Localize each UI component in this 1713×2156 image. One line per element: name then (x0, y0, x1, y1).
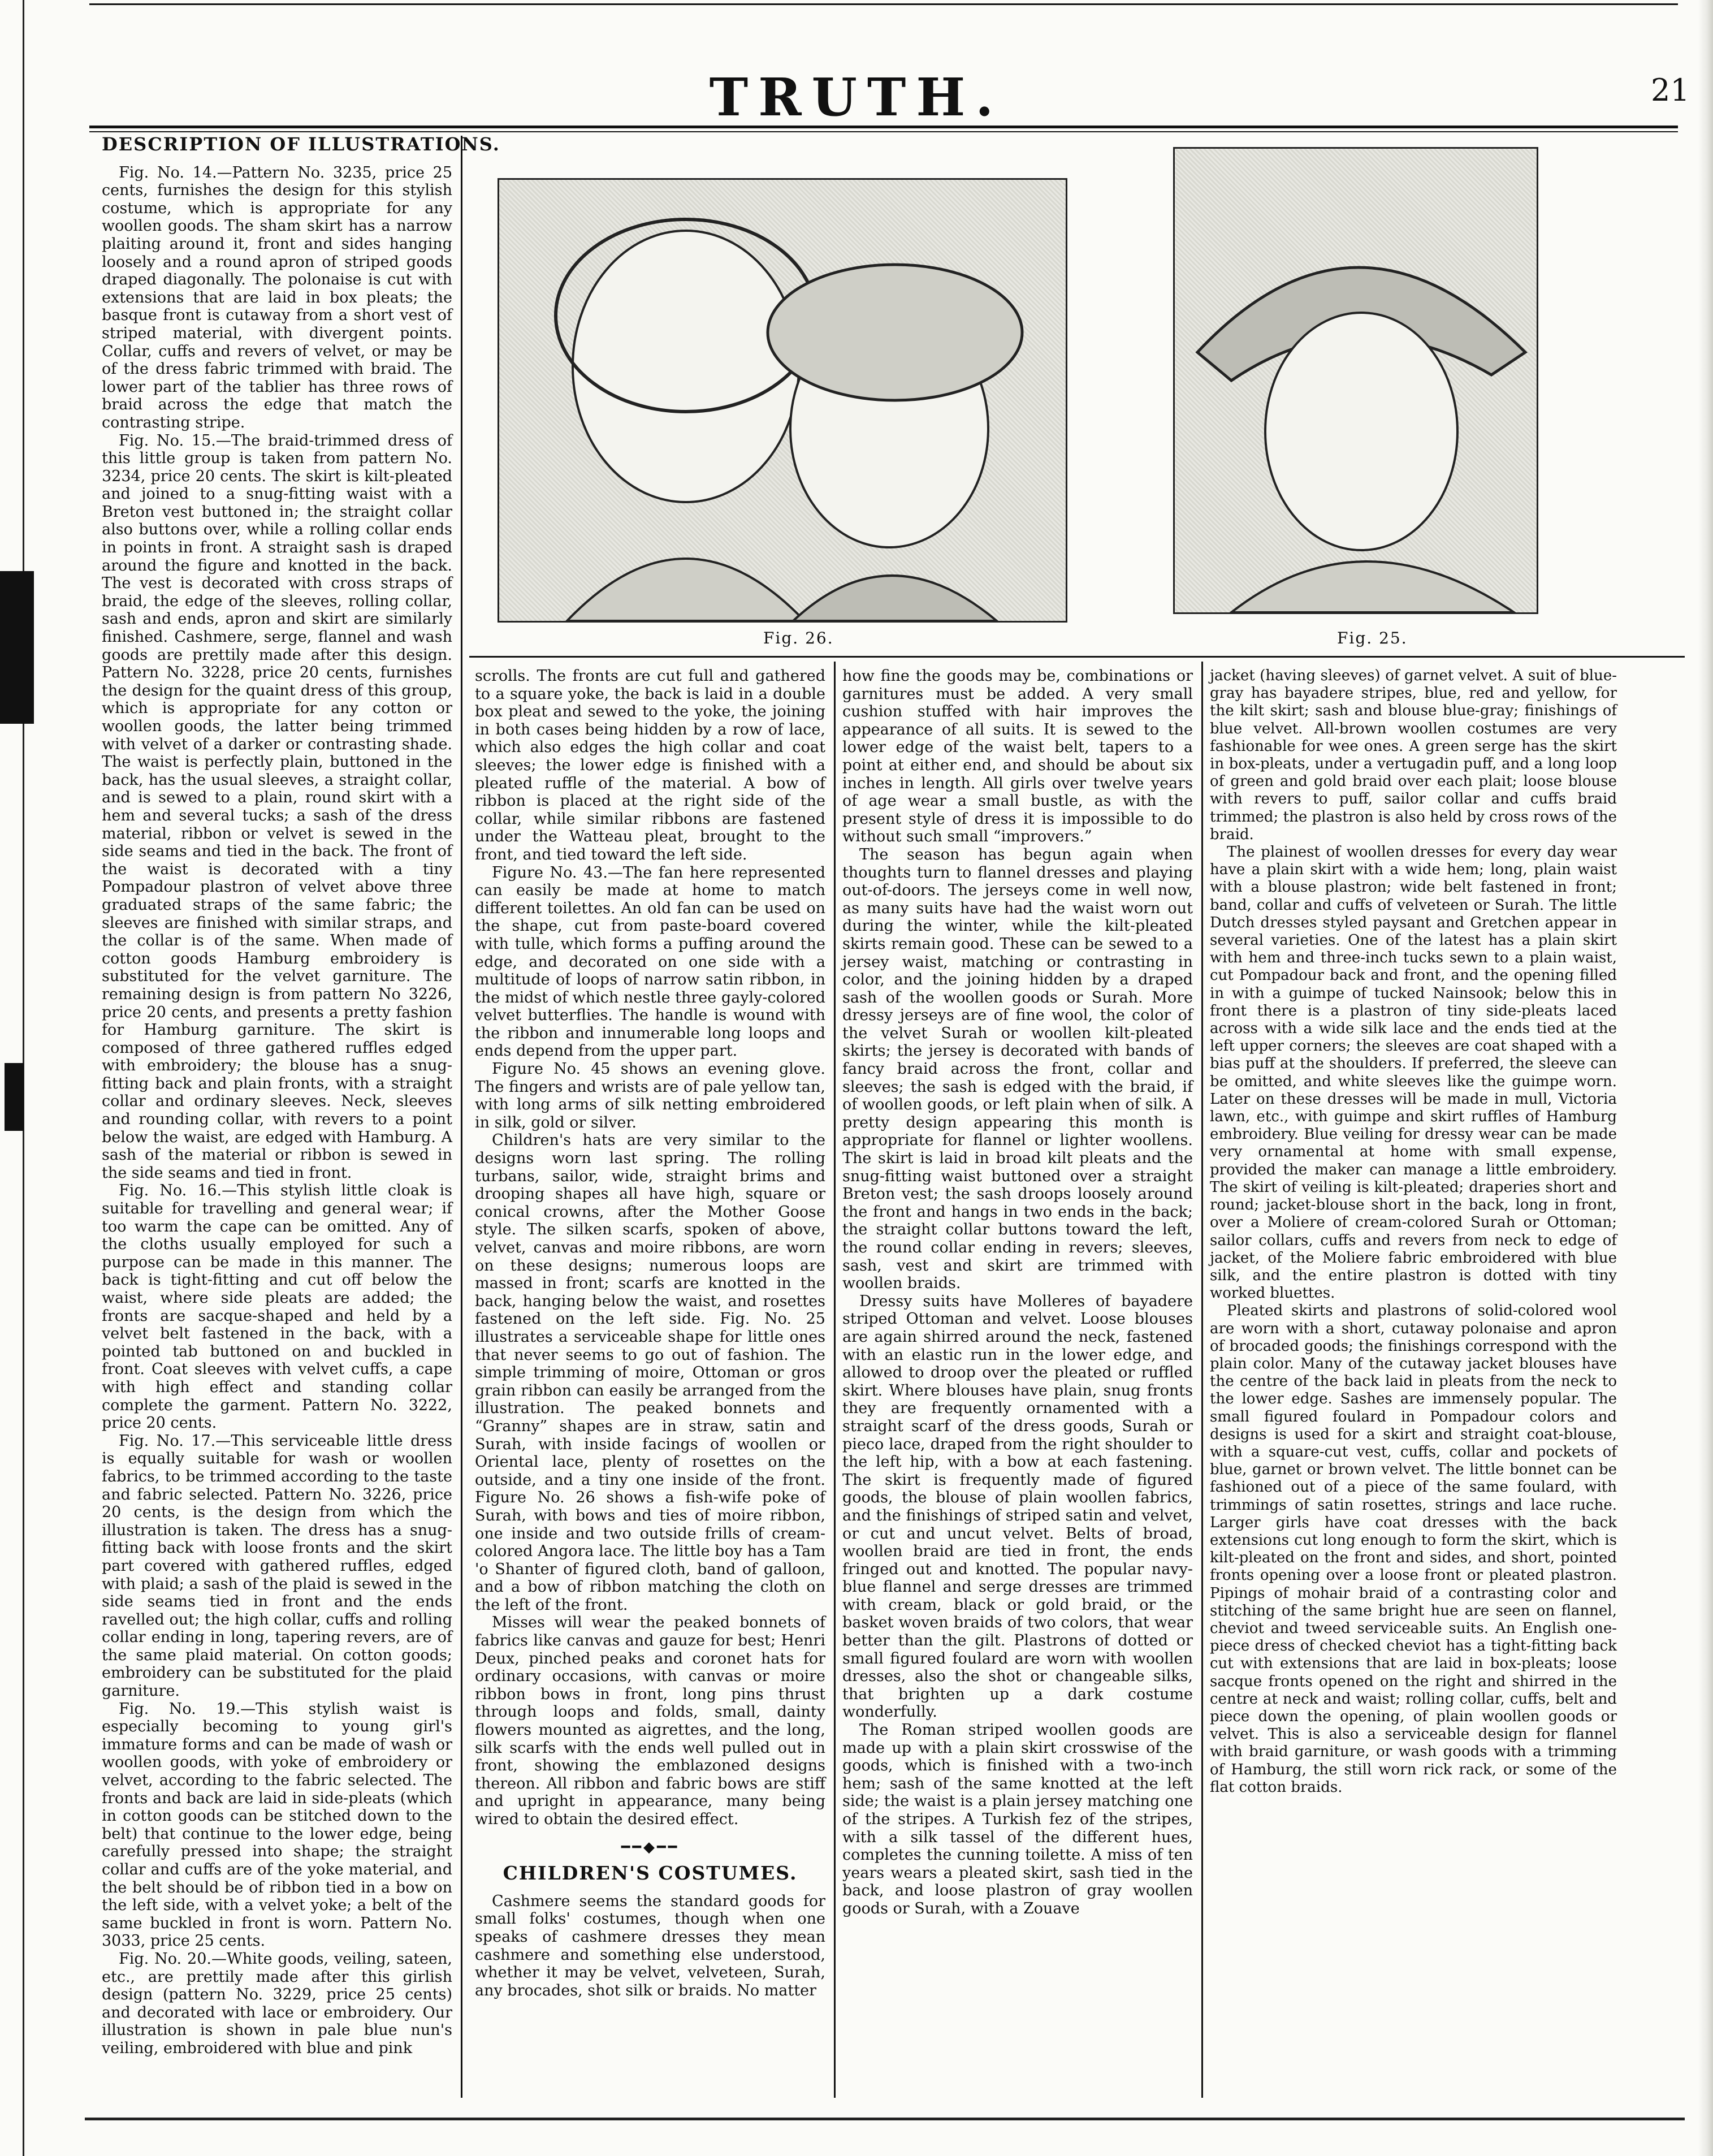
binding-mark-bottom (5, 1063, 24, 1131)
column-4 (1210, 667, 1617, 2092)
illustration-fig-26 (498, 178, 1067, 623)
paragraph-fig-14: Fig. No. 14.—Pattern No. 3235, price 25 cents, furnishes the design for this stylish costume, which is appropriate for any woollen goods. The sham skirt has a narrow plaiting around it, front and sides hanging loosely and a round apron of striped goods draped diagonally. The polonaise is cut with extensions that are laid in box pleats; the basque front is cutaway from a short vest of striped material, with divergent points. Collar, cuffs and revers of velvet, or may be of the dress fabric trimmed with braid. The lower part of the tablier has three rows of braid across the edge that match the contrasting stripe. (102, 163, 452, 431)
paragraph-cashmere: Cashmere seems the standard goods for small folks' costumes, though when one speaks of cashmere dresses they mean cashmere and something else understood, whether it may be velvet, velveteen, Surah, any brocades, shot silk or braids. No matter (475, 1892, 825, 1999)
binding-mark-top (0, 571, 34, 724)
masthead-title: TRUTH. (709, 67, 1004, 128)
section-heading-illustrations: DESCRIPTION OF ILLUSTRATIONS. (102, 133, 500, 155)
masthead-rule-bottom (89, 126, 1678, 128)
illustration-fig-25 (1173, 147, 1538, 614)
masthead-rule-bottom-thin (89, 131, 1678, 132)
column-rule-1 (461, 136, 462, 2098)
paragraph-fig-20: Fig. No. 20.—White goods, veiling, sateen, etc., are prettily made after this girlish design (pattern No. 3229, price 25 cents) and decorated with lace or embroidery. Our illustration is shown in pale blue nun's veiling, embroidered with blue and pink (102, 1950, 452, 2057)
paragraph-zouave-jacket: jacket (having sleeves) of garnet velvet. A suit of blue-gray has bayadere stripes, blue, red and yellow, for the kilt skirt; sash and blouse blue-gray; finishings of blue velvet. All-brown woollen costumes are very fashionable for wee ones. A green serge has the skirt in box-pleats, under a vertugadin puff, and a long loop of green and gold braid over each plait; loose blouse with revers to puff, sailor collar and cuffs braid trimmed; the plastron is also held by cross rows of the braid. (1210, 667, 1617, 843)
paragraph-fig-15: Fig. No. 15.—The braid-trimmed dress of this little group is taken from pattern No. 3234, price 20 cents. The skirt is kilt-pleated and joined to a snug-fitting waist with a Breton vest buttoned in; the straight collar also buttons over, while a rolling collar ends in points in front. A straight sash is draped around the figure and knotted in the back. The vest is decorated with cross straps of braid, the edge of the sleeves, rolling collar, sash and ends, apron and skirt are similarly finished. Cashmere, serge, flannel and wash goods are prettily made after this design. Pattern No. 3228, price 20 cents, furnishes the design for the quaint dress of this group, which is appropriate for any cotton or woollen goods, the latter being trimmed with velvet of a darker or contrasting shade. The waist is perfectly plain, buttoned in the back, has the usual sleeves, a straight collar, and is sewed to a plain, round skirt with a hem and several tucks; a sash of the dress material, ribbon or velvet is sewed in the side seams and tied in the back. The front of the waist is decorated with a tiny Pompadour plastron of velvet above three graduated straps of the same fabric; the sleeves are finished with similar straps, and the collar is of the same. When made of cotton goods Hamburg embroidery is substituted for the velvet garniture. The remaining design is from pattern No 3226, price 20 cents, and presents a pretty fashion for Hamburg garniture. The skirt is composed of three gathered ruffles edged with embroidery; the blouse has a snug-fitting back and plain fronts, with a straight collar and ordinary sleeves. Neck, sleeves and rounding collar, with revers to a point below the waist, are edged with Hamburg. A sash of the material or ribbon is sewed in the side seams and tied in front. (102, 431, 452, 1182)
fig-25-engraving (1175, 149, 1537, 612)
page-edge (1698, 0, 1713, 2156)
section-heading-childrens-costumes: CHILDREN'S COSTUMES. (503, 1862, 798, 1885)
illustration-rule (469, 656, 1685, 658)
column-rule-3 (1201, 662, 1203, 2098)
paragraph-plainest-dresses: The plainest of woollen dresses for every day wear have a plain skirt with a wide hem; long, plain waist with a blouse plastron; wide belt fastened in front; band, collar and cuffs of velveteen or Surah. The little Dutch dresses styled paysant and Gretchen appear in several varieties. One of the latest has a plain skirt with hem and three-inch tucks sewn to a plain waist, cut Pompadour back and front, and the opening filled in with a guimpe of tucked Nainsook; below this in front there is a plastron of tiny side-pleats laced across with a wide silk lace and the ends tied at the left upper corners; the sleeves are coat shaped with a bias puff at the shoulders. If preferred, the sleeve can be omitted, and white sleeves like the guimpe worn. Later on these dresses will be made in mull, Victoria lawn, etc., with guimpe and skirt ruffles of Hamburg embroidery. Blue veiling for dressy wear can be made very ornamental at home with small expense, provided the maker can manage a little embroidery. The skirt of veiling is kilt-pleated; draperies short and round; jacket-blouse short in the back, long in front, over a Moliere of cream-colored Surah or Ottoman; sailor collars, cuffs and revers from neck to edge of jacket, of the Moliere fabric embroidered with blue silk, and the entire plastron is dotted with tiny worked bluettes. (1210, 844, 1617, 1302)
fig-25-caption: Fig. 25. (1337, 629, 1408, 647)
paragraph-roman-striped: The Roman striped woollen goods are made up with a plain skirt crosswise of the goods, which is finished with a two-inch hem; sash of the same knotted at the left side; the waist is a plain jersey matching one of the stripes. A Turkish fez of the stripes, with a silk tassel of the different hues, completes the cunning toilette. A miss of ten years wears a pleated skirt, sash tied in the back, and loose plastron of gray woollen goods or Surah, with a Zouave (842, 1721, 1193, 1917)
fig-26-caption: Fig. 26. (763, 629, 834, 647)
fig-26-engraving (499, 180, 1066, 621)
column-1 (102, 133, 500, 2092)
paragraph-flannel-dresses: The season has begun again when thoughts turn to flannel dresses and playing out-of-doors. The jerseys come in well now, as many suits have had the waist worn out during the winter, while the kilt-pleated skirts remain good. These can be sewed to a jersey waist, matching or contrasting in color, and the joining hidden by a draped sash of the woollen goods or Surah. More dressy jerseys are of fine wool, the color of the velvet Surah or woollen kilt-pleated skirts; the jersey is decorated with bands of fancy braid across the front, collar and sleeves; the sash is edged with the braid, if of woollen goods, or left plain when of silk. A pretty design appearing this month is appropriate for flannel or lighter woollens. The skirt is laid in broad kilt pleats and the snug-fitting waist buttoned over a straight Breton vest; the sash droops loosely around the front and hangs in two ends in the back; the straight collar buttons toward the left, the round collar ending in revers; sleeves, sash, vest and skirt are trimmed with woollen braids. (842, 845, 1193, 1293)
page-number: 21 (1651, 72, 1690, 108)
paragraph-fig-16: Fig. No. 16.—This stylish little cloak is suitable for travelling and general wear; if too warm the cape can be omitted. Any of the cloths usually employed for such a purpose can be made in this manner. The back is tight-fitting and cut off below the waist, where side pleats are added; the fronts are sacque-shaped and held by a velvet belt fastened in the back, with a pointed tab buttoned on and buckled in front. Coat sleeves with velvet cuffs, a cape with high effect and standing collar complete the garment. Pattern No. 3222, price 20 cents. (102, 1182, 452, 1432)
paragraph-garnitures: how fine the goods may be, combinations or garnitures must be added. A very small cushion stuffed with hair improves the appearance of all suits. It is sewed to the lower edge of the waist belt, tapers to a point at either end, and should be about six inches in length. All girls over twelve years of age wear a small bustle, as with the present style of dress it is impossible to do without such small “improvers.” (842, 667, 1193, 846)
paragraph-childrens-hats: Children's hats are very similar to the designs worn last spring. The rolling turbans, sailor, wide, straight brims and drooping shapes all have high, square or conical crowns, after the Mother Goose style. The silken scarfs, spoken of above, velvet, canvas and moire ribbons, are worn on these designs; numerous loops are massed in front; scarfs are knotted in the back, hanging below the waist, and rosettes fastened on the left side. Fig. No. 25 illustrates a serviceable shape for little ones that never seems to go out of fashion. The simple trimming of moire, Ottoman or gros grain ribbon can easily be arranged from the illustration. The peaked bonnets and “Granny” shapes are in straw, satin and Surah, with inside facings of woollen or Oriental lace, plenty of rosettes on the outside, and a tiny one inside of the front. Figure No. 26 shows a fish-wife poke of Surah, with bows and ties of moire ribbon, one inside and two outside frills of cream-colored Angora lace. The little boy has a Tam 'o Shanter of figured cloth, band of galloon, and a bow of ribbon matching the cloth on the left of the front. (475, 1131, 825, 1614)
column-3 (842, 667, 1193, 2092)
page-bottom-rule (85, 2118, 1685, 2120)
paragraph-figure-43: Figure No. 43.—The fan here represented can easily be made at home to match different toilettes. An old fan can be used on the shape, cut from paste-board covered with tulle, which forms a puffing around the edge, and decorated on one side with a multitude of loops of narrow satin ribbon, in the midst of which nestle three gayly-colored velvet butterflies. The handle is wound with the ribbon and innumerable long loops and ends depend from the upper part. (475, 863, 825, 1060)
masthead-rule-top (89, 3, 1678, 5)
paragraph-fig-20-cont: scrolls. The fronts are cut full and gathered to a square yoke, the back is laid in a double box pleat and sewed to the yoke, the joining in both cases being hidden by a row of lace, which also edges the high collar and coat sleeves; the lower edge is finished with a pleated ruffle of the material. A bow of ribbon is placed at the right side of the collar, while similar ribbons are fastened under the Watteau pleat, brought to the front, and tied toward the left side. (475, 667, 825, 863)
paragraph-figure-45: Figure No. 45 shows an evening glove. The fingers and wrists are of pale yellow tan, with long arms of silk netting embroidered in silk, gold or silver. (475, 1060, 825, 1131)
paragraph-dressy-suits: Dressy suits have Molleres of bayadere striped Ottoman and velvet. Loose blouses are again shirred around the neck, fastened with an elastic run in the lower edge, and allowed to droop over the pleated or ruffled skirt. Where blouses have plain, snug fronts they are frequently ornamented with a straight scarf of the dress goods, Surah or pieco lace, draped from the right shoulder to the left hip, with a bow at each fastening. The skirt is frequently made of figured goods, the blouse of plain woollen fabrics, and the finishings of striped satin and velvet, or cut and uncut velvet. Belts of broad, woollen braid are tied in front, the ends fringed out and knotted. The popular navy-blue flannel and serge dresses are trimmed with cream, black or gold braid, or the basket woven braids of two colors, that wear better than the gilt. Plastrons of dotted or small figured foulard are worn with woollen dresses, also the shot or changeable silks, that brighten up a dark costume wonderfully. (842, 1292, 1193, 1721)
column-rule-2 (834, 662, 836, 2098)
paragraph-pleated-skirts: Pleated skirts and plastrons of solid-colored wool are worn with a short, cutaway polonaise and apron of brocaded goods; the finishings correspond with the plain color. Many of the cutaway jacket blouses have the centre of the back laid in pleats from the neck to the lower edge. Sashes are immensely popular. The small figured foulard in Pompadour colors and designs is used for a skirt and straight coat-blouse, with a square-cut vest, cuffs, collar and pockets of blue, garnet or brown velvet. The little bonnet can be fashioned out of a piece of the same foulard, with trimmings of satin rosettes, strings and lace ruche. Larger girls have coat dresses with the back extensions cut long enough to form the skirt, which is kilt-pleated on the front and sides, and short, pointed fronts opening over a loose front or pleated plastron. Pipings of mohair braid of a contrasting color and stitching of the same bright hue are seen on flannel, cheviot and tweed serviceable suits. An English one-piece dress of checked cheviot has a tight-fitting back cut with extensions that are laid in box-pleats; loose sacque fronts opened on the right and shirred in the centre at neck and waist; rolling collar, cuffs, belt and piece down the opening, of plain woollen goods or velvet. This is also a serviceable design for flannel with braid garniture, or wash goods with a trimming of Hamburg, the still worn rick rack, or some of the flat cotton braids. (1210, 1302, 1617, 1796)
ornament-divider: ━━◆━━ (621, 1838, 680, 1856)
paragraph-fig-19: Fig. No. 19.—This stylish waist is especially becoming to young girl's immature forms and can be made of wash or woollen goods, with yoke of embroidery or velvet, according to the fabric selected. The fronts and back are laid in side-pleats (which in cotton goods can be stitched down to the belt) that continue to the lower edge, being carefully pressed into shape; the straight collar and cuffs are of the yoke material, and the belt should be of ribbon tied in a bow on the left side, with a velvet yoke; a belt of the same buckled in front is worn. Pattern No. 3033, price 25 cents. (102, 1700, 452, 1950)
column-2 (475, 667, 825, 2092)
paragraph-misses-bonnets: Misses will wear the peaked bonnets of fabrics like canvas and gauze for best; Henri Deux, pinched peaks and coronet hats for ordinary occasions, with canvas or moire ribbon bows in front, long pins thrust through loops and folds, small, dainty flowers mounted as aigrettes, and the long, silk scarfs with the ends well pulled out in front, showing the emblazoned designs thereon. All ribbon and fabric bows are stiff and upright in appearance, many being wired to obtain the desired effect. (475, 1614, 825, 1828)
paragraph-fig-17: Fig. No. 17.—This serviceable little dress is equally suitable for wash or woollen fabrics, to be trimmed according to the taste and fabric selected. Pattern No. 3226, price 20 cents, is the design from which the illustration is taken. The dress has a snug-fitting back with loose fronts and the skirt part covered with gathered ruffles, edged with plaid; a sash of the plaid is sewed in the side seams tied in front and the ends ravelled out; the high collar, cuffs and rolling collar ending in long, tapering revers, are of the same plaid material. On cotton goods; embroidery can be substituted for the plaid garniture. (102, 1432, 452, 1700)
